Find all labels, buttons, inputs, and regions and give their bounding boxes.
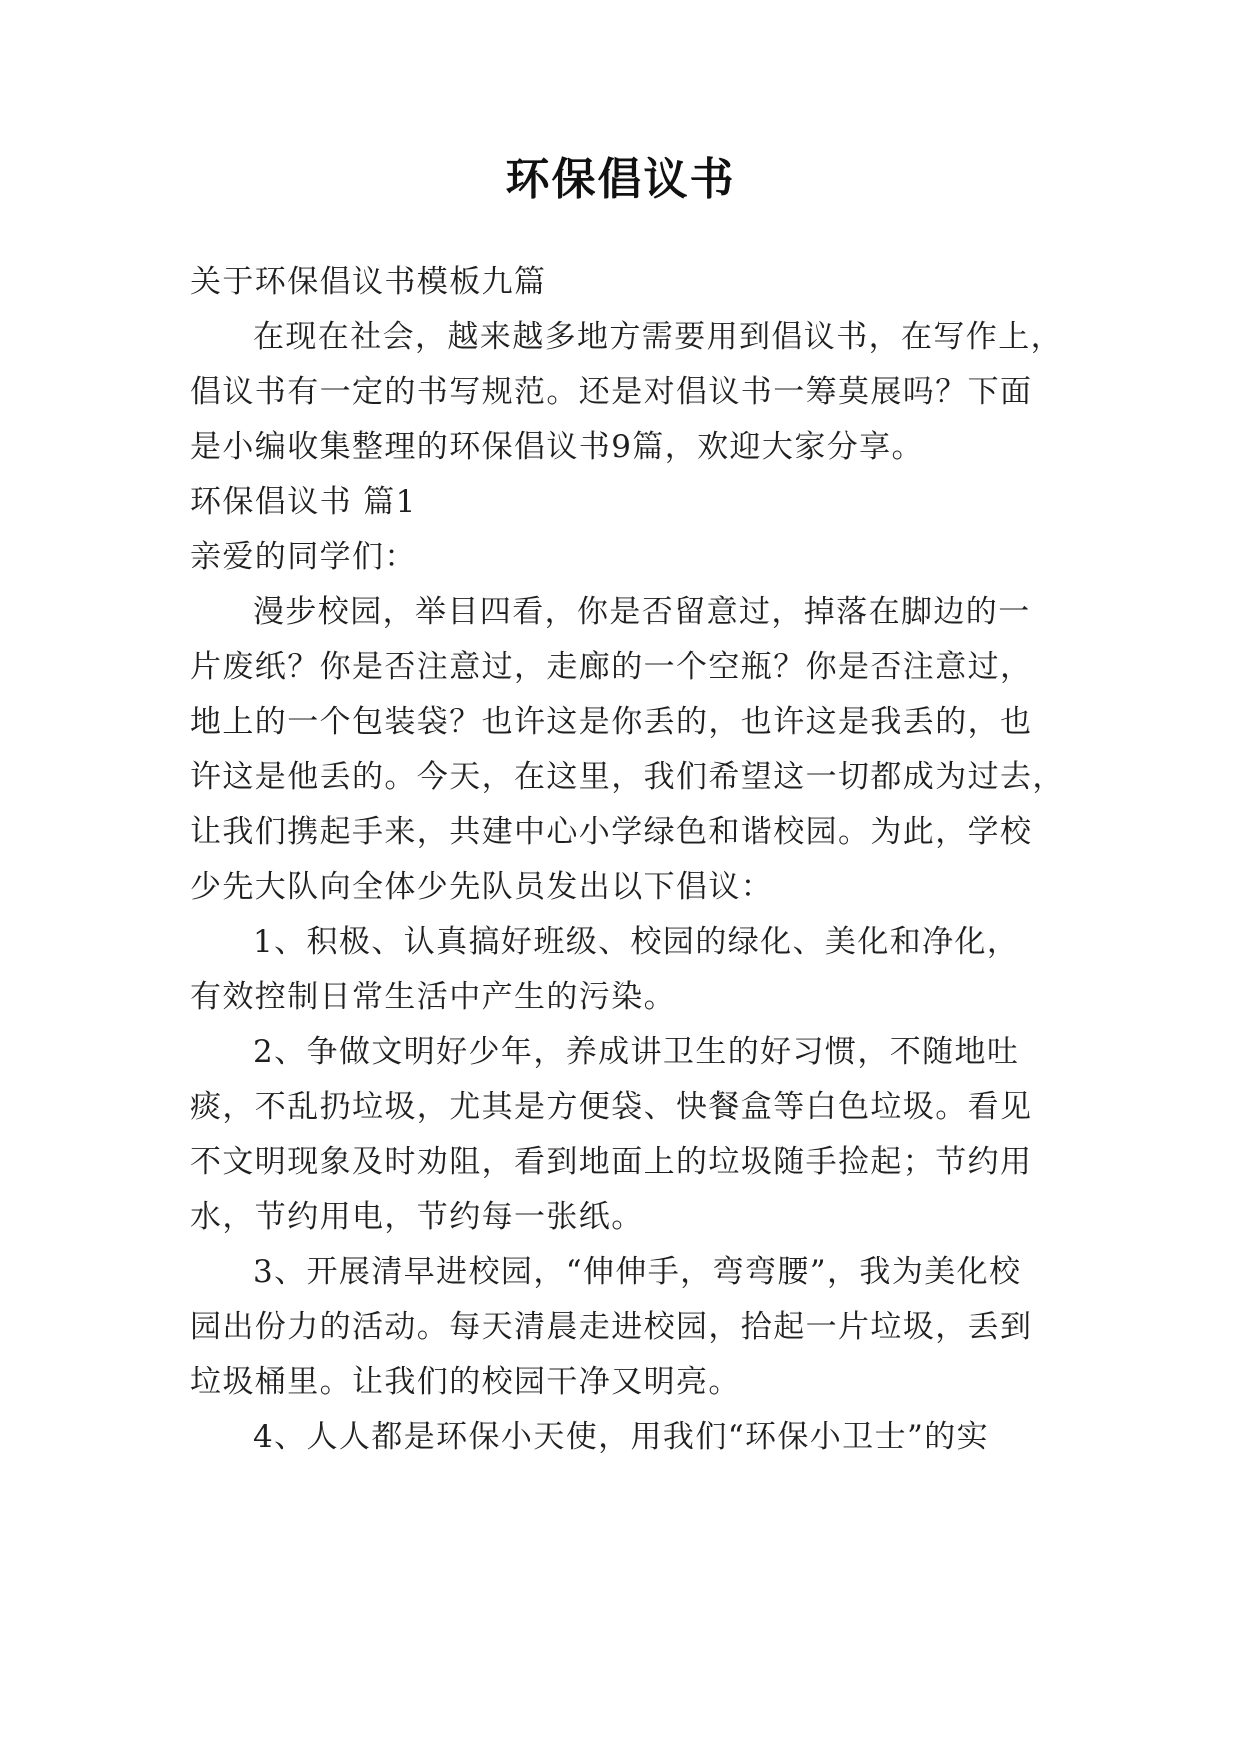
- paragraph-line: 少先大队向全体少先队员发出以下倡议：: [190, 869, 774, 905]
- section-heading: 环保倡议书 篇1: [190, 484, 417, 520]
- paragraph-line: 漫步校园，举目四看，你是否留意过，掉落在脚边的一: [253, 594, 1031, 630]
- paragraph-line: 倡议书有一定的书写规范。还是对倡议书一筹莫展吗？下面: [190, 374, 1033, 410]
- paragraph-line: 地上的一个包装袋？也许这是你丢的，也许这是我丢的，也: [190, 704, 1033, 740]
- list-item-line: 有效控制日常生活中产生的污染。: [190, 979, 676, 1015]
- document-title: 环保倡议书: [505, 154, 736, 205]
- list-item-line: 不文明现象及时劝阻，看到地面上的垃圾随手捡起；节约用: [190, 1144, 1033, 1180]
- paragraph-line: 是小编收集整理的环保倡议书9篇，欢迎大家分享。: [190, 429, 924, 465]
- paragraph-line: 许这是他丢的。今天，在这里，我们希望这一切都成为过去，: [190, 759, 1065, 795]
- paragraph-line: 让我们携起手来，共建中心小学绿色和谐校园。为此，学校: [190, 814, 1033, 850]
- list-item-line: 2、争做文明好少年，养成讲卫生的好习惯，不随地吐: [253, 1034, 1020, 1070]
- salutation-line: 亲爱的同学们：: [190, 539, 417, 575]
- list-item-line: 3、开展清早进校园，“伸伸手，弯弯腰”，我为美化校: [253, 1254, 1022, 1290]
- list-item-line: 垃圾桶里。让我们的校园干净又明亮。: [190, 1364, 741, 1400]
- list-item-line: 水，节约用电，节约每一张纸。: [190, 1199, 644, 1235]
- list-item-line: 园出份力的活动。每天清晨走进校园，拾起一片垃圾，丢到: [190, 1309, 1033, 1345]
- paragraph-line: 在现在社会，越来越多地方需要用到倡议书，在写作上，: [253, 319, 1063, 355]
- list-item-line: 痰，不乱扔垃圾，尤其是方便袋、快餐盒等白色垃圾。看见: [190, 1089, 1033, 1125]
- paragraph-line: 片废纸？你是否注意过，走廊的一个空瓶？你是否注意过，: [190, 649, 1033, 685]
- list-item-line: 4、人人都是环保小天使，用我们“环保小卫士”的实: [253, 1419, 990, 1455]
- subtitle-line: 关于环保倡议书模板九篇: [190, 264, 547, 300]
- list-item-line: 1、积极、认真搞好班级、校园的绿化、美化和净化，: [253, 924, 1020, 960]
